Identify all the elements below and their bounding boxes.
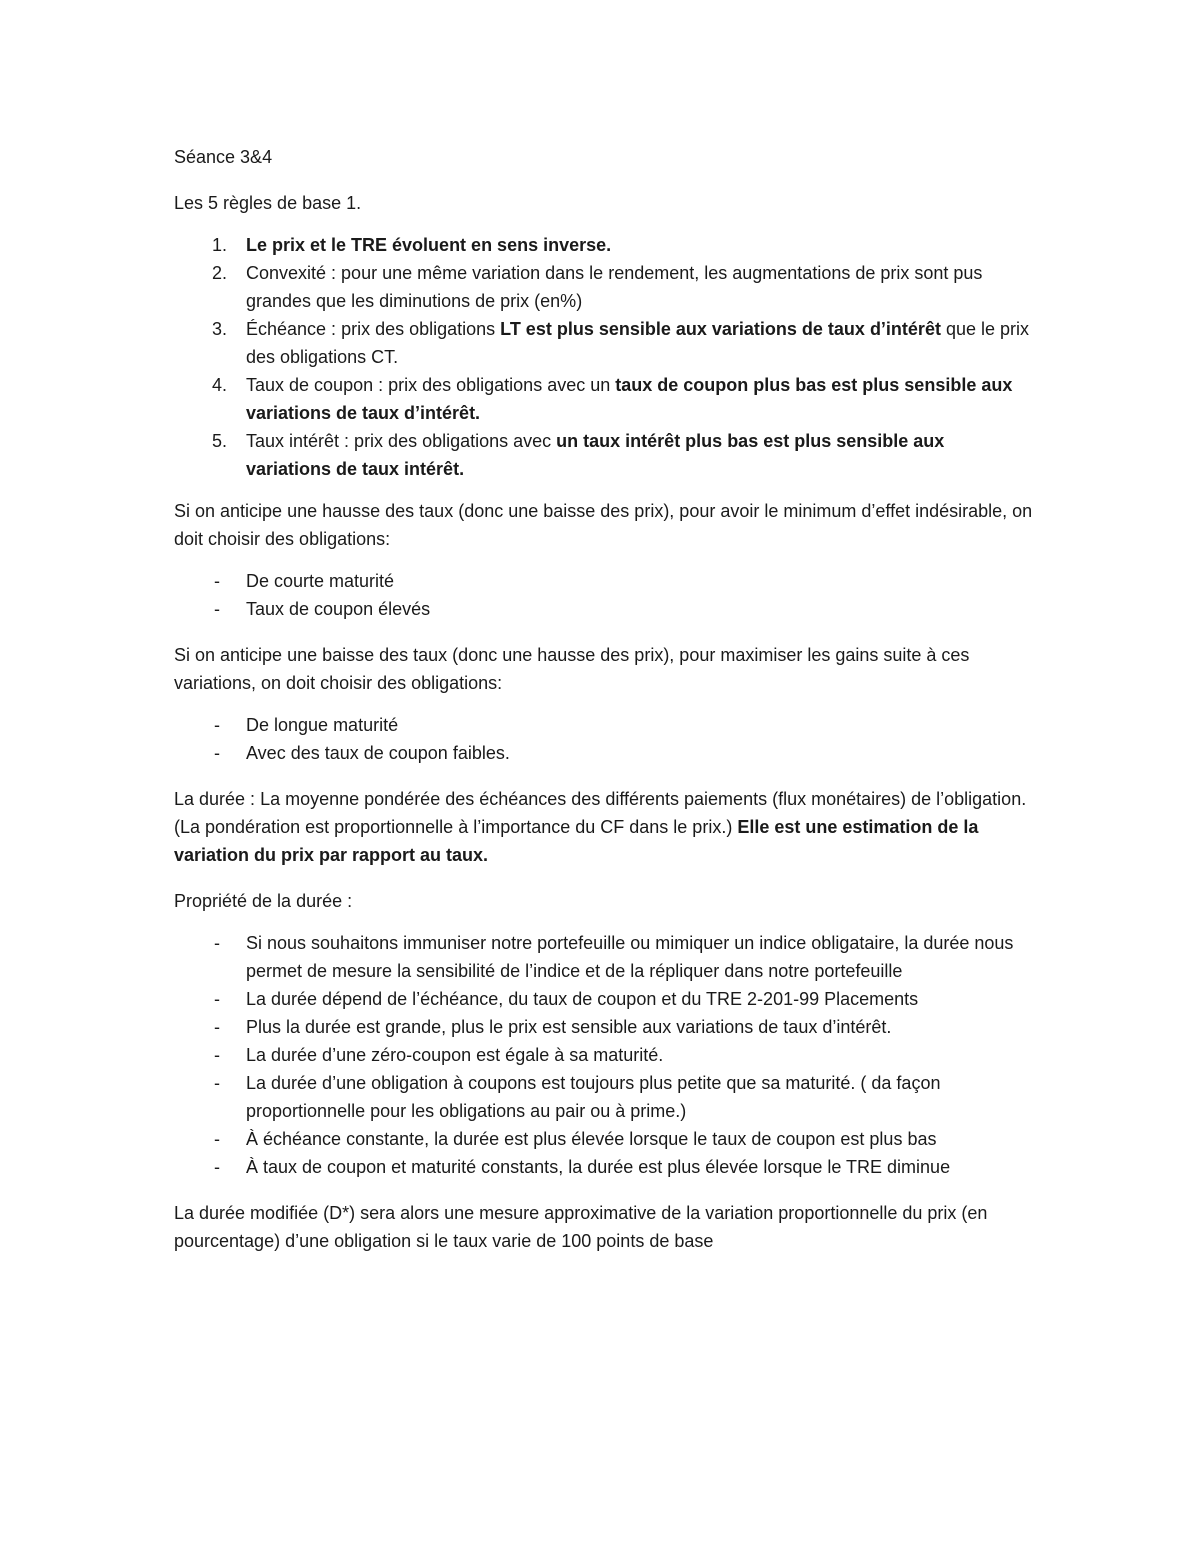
rule-text-bold: un taux intérêt plus bas est plus sensible aux variations de taux intérêt. [246,431,945,479]
list-item-text: La durée d’une zéro-coupon est égale à sa maturité. [246,1045,664,1065]
duree-modifiee-paragraph: La durée modifiée (D*) sera alors une mesure approximative de la variation proportionnelle du prix (en pourcentage) d’une obligation si le taux varie de 100 points de base [174,1203,988,1251]
list-item [174,1013,1034,1041]
dash-bullet: - [214,571,220,591]
dash-bullet: - [214,933,220,953]
rule-item [174,315,1034,371]
rule-number: 1. [212,235,228,255]
rule-number: 5. [212,431,228,451]
proprietes-list [174,929,1034,1181]
list-item [174,1041,1034,1069]
rule-item [174,427,1034,483]
rule-text-bold: Le prix et le TRE évoluent en sens inverse. [246,235,612,255]
rule-text: Échéance : prix des obligations [246,319,501,339]
hausse-paragraph: Si on anticipe une hausse des taux (donc une baisse des prix), pour avoir le minimum d’effet indésirable, on doit choisir des obligations: [174,501,1033,549]
duree-definition: La durée : La moyenne pondérée des échéances des différents paiements (flux monétaires) de l’obligation. (La pondération est proportionnelle à l’importance du CF dans le prix.) [174,789,1027,837]
dash-bullet: - [214,1157,220,1177]
list-item [174,1153,1034,1181]
document-title: Séance 3&4 [174,147,273,167]
list-item-text: Taux de coupon élevés [246,599,431,619]
list-item [174,711,1034,739]
rule-number: 2. [212,263,228,283]
rule-number: 3. [212,319,228,339]
list-item-text: Plus la durée est grande, plus le prix est sensible aux variations de taux d’intérêt. [246,1017,892,1037]
rule-item [174,231,1034,259]
rule-number: 4. [212,375,228,395]
dash-bullet: - [214,743,220,763]
proprietes-heading: Propriété de la durée : [174,891,353,911]
rule-item [174,259,1034,315]
dash-bullet: - [214,599,220,619]
list-item [174,595,1034,623]
list-item-text: La durée d’une obligation à coupons est toujours plus petite que sa maturité. ( da façon proportionnelle pour les obligations au pair ou à prime.) [246,1073,941,1121]
baisse-list [174,711,1034,767]
dash-bullet: - [214,715,220,735]
dash-bullet: - [214,1045,220,1065]
rule-text: Taux de coupon : prix des obligations avec un [246,375,616,395]
hausse-list [174,567,1034,623]
rule-item [174,371,1034,427]
list-item-text: Si nous souhaitons immuniser notre portefeuille ou mimiquer un indice obligataire, la durée nous permet de mesure la sensibilité de l’indice et de la répliquer dans notre portefeuille [246,933,1014,981]
list-item-text: De courte maturité [246,571,395,591]
list-item [174,985,1034,1013]
rule-text-bold: taux de coupon plus bas est plus sensible aux variations de taux d’intérêt. [246,375,1013,423]
rule-text: Convexité : pour une même variation dans le rendement, les augmentations de prix sont pus grandes que les diminutions de prix (en%) [246,263,983,311]
list-item [174,1069,1034,1125]
list-item-text: À échéance constante, la durée est plus élevée lorsque le taux de coupon est plus bas [246,1129,937,1149]
dash-bullet: - [214,1073,220,1093]
list-item [174,567,1034,595]
list-item-text: La durée dépend de l’échéance, du taux de coupon et du TRE 2-201-99 Placements [246,989,919,1009]
rules-list [174,231,1034,483]
baisse-paragraph: Si on anticipe une baisse des taux (donc une hausse des prix), pour maximiser les gains suite à ces variations, on doit choisir des obligations: [174,645,970,693]
list-item [174,929,1034,985]
list-item-text: De longue maturité [246,715,399,735]
list-item [174,1125,1034,1153]
duree-paragraph [174,785,1034,869]
document-page [174,143,1034,1255]
list-item-text: À taux de coupon et maturité constants, la durée est plus élevée lorsque le TRE diminue [246,1157,951,1177]
dash-bullet: - [214,1129,220,1149]
dash-bullet: - [214,989,220,1009]
rule-text: Taux intérêt : prix des obligations avec [246,431,557,451]
list-item-text: Avec des taux de coupon faibles. [246,743,510,763]
duree-definition-bold: Elle est une estimation de la variation du prix par rapport au taux. [174,817,979,865]
dash-bullet: - [214,1017,220,1037]
rule-text-bold: LT est plus sensible aux variations de taux d’intérêt [500,319,941,339]
list-item [174,739,1034,767]
rule-text: que le prix des obligations CT. [246,319,1030,367]
rules-intro: Les 5 règles de base 1. [174,193,362,213]
